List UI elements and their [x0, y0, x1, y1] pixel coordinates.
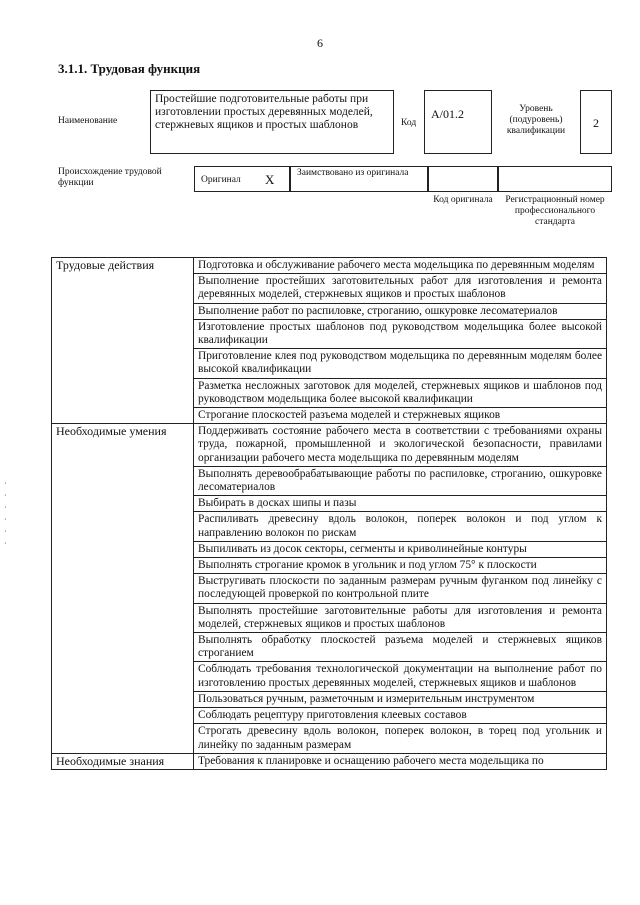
item-cell: Строгать древесину вдоль волокон, поперек волокон, в торец под угольник и линейку по заданным размерам [194, 724, 607, 753]
code-value: A/01.2 [431, 107, 464, 121]
page-number: 6 [317, 36, 323, 50]
item-cell: Выпиливать из досок секторы, сегменты и криволинейные контуры [194, 541, 607, 557]
function-table [51, 257, 607, 770]
item-cell: Поддерживать состояние рабочего места в соответствии с требованиями охраны труда, пожарной, промышленной и экологической безопасности, правилами организации рабочего места модельщика по деревянным моделям [194, 424, 607, 467]
item-cell: Соблюдать рецептуру приготовления клеевых составов [194, 708, 607, 724]
item-cell: Выполнение работ по распиловке, строганию, ошкуровке лесоматериалов [194, 303, 607, 319]
item-cell: Выполнять деревообрабатывающие работы по распиловке, строганию, ошкуровке лесоматериалов [194, 466, 607, 495]
name-label: Наименование [58, 116, 118, 126]
item-cell: Выстругивать плоскости по заданным размерам ручным фуганком под линейку с последующей проверкой по контрольной плите [194, 574, 607, 603]
table-row [52, 753, 607, 769]
item-cell: Пользоваться ручным, разметочным и измерительным инструментом [194, 691, 607, 707]
level-box [580, 90, 612, 154]
function-name-box [150, 90, 394, 154]
code-box [424, 90, 492, 154]
code-label: Код [401, 118, 417, 128]
item-cell: Подготовка и обслуживание рабочего места модельщика по деревянным моделям [194, 258, 607, 274]
original-mark: X [265, 172, 275, 187]
item-cell: Приготовление клея под руководством модельщика по деревянным моделям более высокой квалификации [194, 349, 607, 378]
item-cell: Строгание плоскостей разъема моделей и стержневых ящиков [194, 408, 607, 424]
table-row [52, 424, 607, 467]
code-original-caption: Код оригинала [433, 195, 493, 205]
category-cell: Необходимые знания [52, 753, 194, 769]
item-cell: Выполнять строгание кромок в угольник и под углом 75° к плоскости [194, 558, 607, 574]
item-cell: Выполнять простейшие заготовительные работы для изготовления и ремонта моделей, стержневых ящиков и простых шаблонов [194, 603, 607, 632]
table-row [52, 258, 607, 274]
item-cell: Выполнять обработку плоскостей разъема моделей и стержневых ящиков строганием [194, 633, 607, 662]
item-cell: Разметка несложных заготовок для моделей, стержневых ящиков и шаблонов под руководством модельщика более высокой квалификации [194, 378, 607, 407]
item-cell: Соблюдать требования технологической документации на выполнение работ по изготовлению простых деревянных моделей, стержневых ящиков и шаблонов [194, 662, 607, 691]
item-cell: Требования к планировке и оснащению рабочего места модельщика по [194, 753, 607, 769]
category-cell: Трудовые действия [52, 258, 194, 424]
item-cell: Изготовление простых шаблонов под руководством модельщика более высокой квалификации [194, 319, 607, 348]
reg-number-caption: Регистрационный номер профессионального стандарта [505, 195, 605, 227]
section-title: 3.1.1. Трудовая функция [58, 61, 201, 76]
borrowed-label: Заимствовано из оригинала [297, 168, 409, 178]
margin-dots: · · · · · · [4, 479, 7, 548]
item-cell: Распиливать древесину вдоль волокон, поперек волокон и под углом к направлению волокон по рискам [194, 512, 607, 541]
reg-number-cell [498, 166, 612, 192]
level-label: Уровень (подуровень) квалификации [506, 104, 566, 136]
original-label: Оригинал [201, 175, 241, 185]
item-cell: Выбирать в досках шипы и пазы [194, 496, 607, 512]
origin-label: Происхождение трудовой функции [58, 167, 162, 188]
code-original-cell [428, 166, 498, 192]
level-value: 2 [593, 116, 599, 130]
original-cell [194, 166, 290, 192]
borrowed-cell [290, 166, 428, 192]
function-name-value: Простейшие подготовительные работы при изготовлении простых деревянных моделей, стержневых ящиков и простых шаблонов [155, 93, 373, 131]
category-cell: Необходимые умения [52, 424, 194, 753]
item-cell: Выполнение простейших заготовительных работ для изготовления и ремонта деревянных моделей, стержневых ящиков и простых шаблонов [194, 274, 607, 303]
